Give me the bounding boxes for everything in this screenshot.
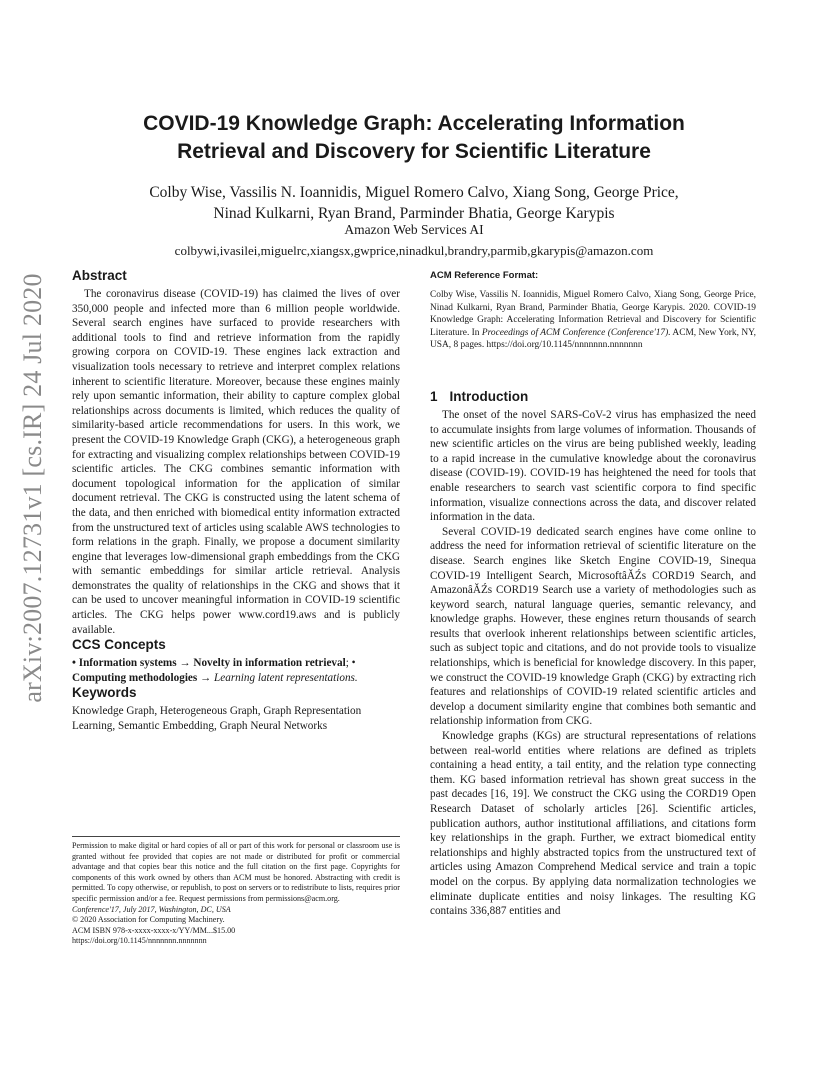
ccs-concept-1: • Information systems → Novelty in information retrieval bbox=[72, 657, 346, 670]
reference-citation: Colby Wise, Vassilis N. Ioannidis, Miguel Romero Calvo, Xiang Song, George Price, Ninad Kulkarni, Ryan Brand, Parminder Bhatia, George Karypis. 2020. COVID-19 Knowledge Graph: Accelerating Information Retrieval and Discovery for Scientific Literature. In bbox=[430, 290, 756, 338]
introduction-heading bbox=[430, 389, 756, 404]
title-line: COVID-19 Knowledge Graph: Accelerating Information bbox=[143, 112, 685, 135]
acm-reference-heading: ACM Reference Format: bbox=[430, 270, 539, 281]
author-line: Ninad Kulkarni, Ryan Brand, Parminder Bhatia, George Karypis bbox=[213, 205, 615, 222]
keywords-heading: Keywords bbox=[72, 685, 137, 701]
author-emails: colbywi,ivasilei,miguelrc,xiangsx,gwprice,ninadkul,brandry,parmib,gkarypis@amazon.com bbox=[174, 243, 654, 258]
permission-notice: Permission to make digital or hard copies of all or part of this work for personal or classroom use is granted without fee provided that copies are not made or distributed for profit or commercial advantage and that copies bear this notice and the full citation on the first page. Copyrights for components of this work owned by others than ACM must be honored. Abstracting with credit is permitted. To copy otherwise, or republish, to post on servers or to redistribute to lists, requires prior specific permission and/or a fee. Request permissions from permissions@acm.org. bbox=[72, 841, 400, 903]
ccs-concept-2-detail: Learning latent representations. bbox=[211, 671, 358, 684]
title-line: Retrieval and Discovery for Scientific Literature bbox=[177, 140, 651, 163]
author-list bbox=[72, 182, 756, 224]
right-column bbox=[430, 270, 756, 919]
section-title: Introduction bbox=[449, 388, 529, 404]
intro-paragraph-2: Several COVID-19 dedicated search engines have come online to address the need for information retrieval of scientific literature on the disease. Search engines like Sketch Engine COVID-19, Sinequa COVID-19 Intelligent Search, MicrosoftâĂŹs CORD19 Search, and AmazonâĂŹs CORD19 Search use a variety of methodologies such as keyword search, natural language queries, semantic relevancy, and knowledge graphs. However, these engines return thousands of search results that overlook inherent relationships between scientific articles, such as subject topic and citations, and do not provide tools to visualize relationships, which is beneficial for knowledge discovery. In this paper, we construct the COVID-19 knowledge Graph (CKG) by extracting rich features and relationships of COVID-19 related scientific articles and develop a document similarity engine that combines both semantic and relationship information from CKG. bbox=[430, 525, 756, 728]
acm-reference-text bbox=[430, 289, 756, 352]
isbn-line: ACM ISBN 978-x-xxxx-xxxx-x/YY/MM...$15.00 bbox=[72, 925, 236, 935]
reference-publisher: ACM, New York, NY, USA, 8 pages. https://doi.org/10.1145/nnnnnnn.nnnnnnn bbox=[430, 327, 756, 351]
ccs-separator: ; • bbox=[345, 657, 356, 670]
doi-link[interactable]: https://doi.org/10.1145/nnnnnnn.nnnnnnn bbox=[72, 936, 207, 946]
abstract-heading: Abstract bbox=[72, 268, 127, 283]
arxiv-identifier: arXiv:2007.12731v1 [cs.IR] 24 Jul 2020 bbox=[18, 273, 47, 703]
abstract-text: The coronavirus disease (COVID-19) has claimed the lives of over 350,000 people and infected more than 6 million people worldwide. Several search engines have surfaced to provide researchers with additional tools to find and retrieve information from the rapidly growing corpora on COVID-19. These engines lack extraction and visualization tools necessary to retrieve and interpret complex relations inherent to scientific literature. Moreover, because these engines mainly rely upon semantic information, their ability to capture complex global relationships across documents is limited, which reduces the quality of similarity-based article recommendations for users. In this work, we present the COVID-19 Knowledge Graph (CKG), a heterogeneous graph for extracting and visualizing complex relationships between COVID-19 scientific articles. The CKG combines semantic information with document topological information for the application of similar document retrieval. The CKG is constructed using the latent schema of the data, and then enriched with biomedical entity information extracted from the unstructured text of articles using scalable AWS technologies to form relations in the graph. Finally, we propose a document similarity engine that leverages low-dimensional graph embeddings from the CKG with semantic embeddings for similar article retrieval. Analysis demonstrates the quality of relationships in the CKG and shows that it can be used to uncover meaningful information in COVID-19 scientific articles. The CKG helps power www.cord19.aws and is publicly available. bbox=[72, 288, 400, 636]
section-number: 1 bbox=[430, 388, 438, 404]
author-line: Colby Wise, Vassilis N. Ioannidis, Miguel Romero Calvo, Xiang Song, George Price, bbox=[149, 184, 679, 201]
copyright-line: © 2020 Association for Computing Machinery. bbox=[72, 915, 225, 925]
intro-paragraph-3: Knowledge graphs (KGs) are structural representations of relations between real-world entities where relations are defined as triplets containing a head entity, a tail entity, and the relation type connecting them. KG based information retrieval has shown great success in the past decades [16, 19]. We construct the CKG using the CORD19 Open Research Dataset of scholarly articles [26]. Scientific articles, publication authors, author institutional affiliations, and citations form key relationships in the graph. Further, we extract biomedical entity relationships and highly abstracted topics from the unstructured text of articles using Amazon Comprehend Medical service and train a topic model on the corpus. By applying data normalization technologies we eliminate duplicate entities and noisy linkages. The resulting KG contains 336,887 entities and bbox=[430, 730, 756, 918]
arxiv-sidebar bbox=[8, 273, 58, 703]
intro-paragraph-1: The onset of the novel SARS-CoV-2 virus has emphasized the need to accumulate insights from large volumes of information. Thousands of new scientific articles on the virus are being published weekly, leading to a rapid increase in the cumulative knowledge about the coronavirus disease (COVID-19). COVID-19 has heightened the need for tools that enable researchers to search vast scientific corpora to find specific information, visualize connections across the data, and discover related information in the data. bbox=[430, 408, 756, 524]
paper-title bbox=[72, 110, 756, 166]
affiliation: Amazon Web Services AI bbox=[344, 222, 484, 237]
conference-info: Conference'17, July 2017, Washington, DC, USA bbox=[72, 904, 231, 914]
ccs-concepts bbox=[72, 656, 400, 685]
ccs-concept-2: Computing methodologies → bbox=[72, 671, 212, 684]
keywords-text: Knowledge Graph, Heterogeneous Graph, Graph Representation Learning, Semantic Embedding, Graph Neural Networks bbox=[72, 705, 362, 733]
ccs-heading: CCS Concepts bbox=[72, 637, 166, 653]
copyright-footnote bbox=[72, 836, 400, 947]
left-column bbox=[72, 268, 400, 734]
reference-proceedings: Proceedings of ACM Conference (Conference'17). bbox=[481, 327, 671, 338]
